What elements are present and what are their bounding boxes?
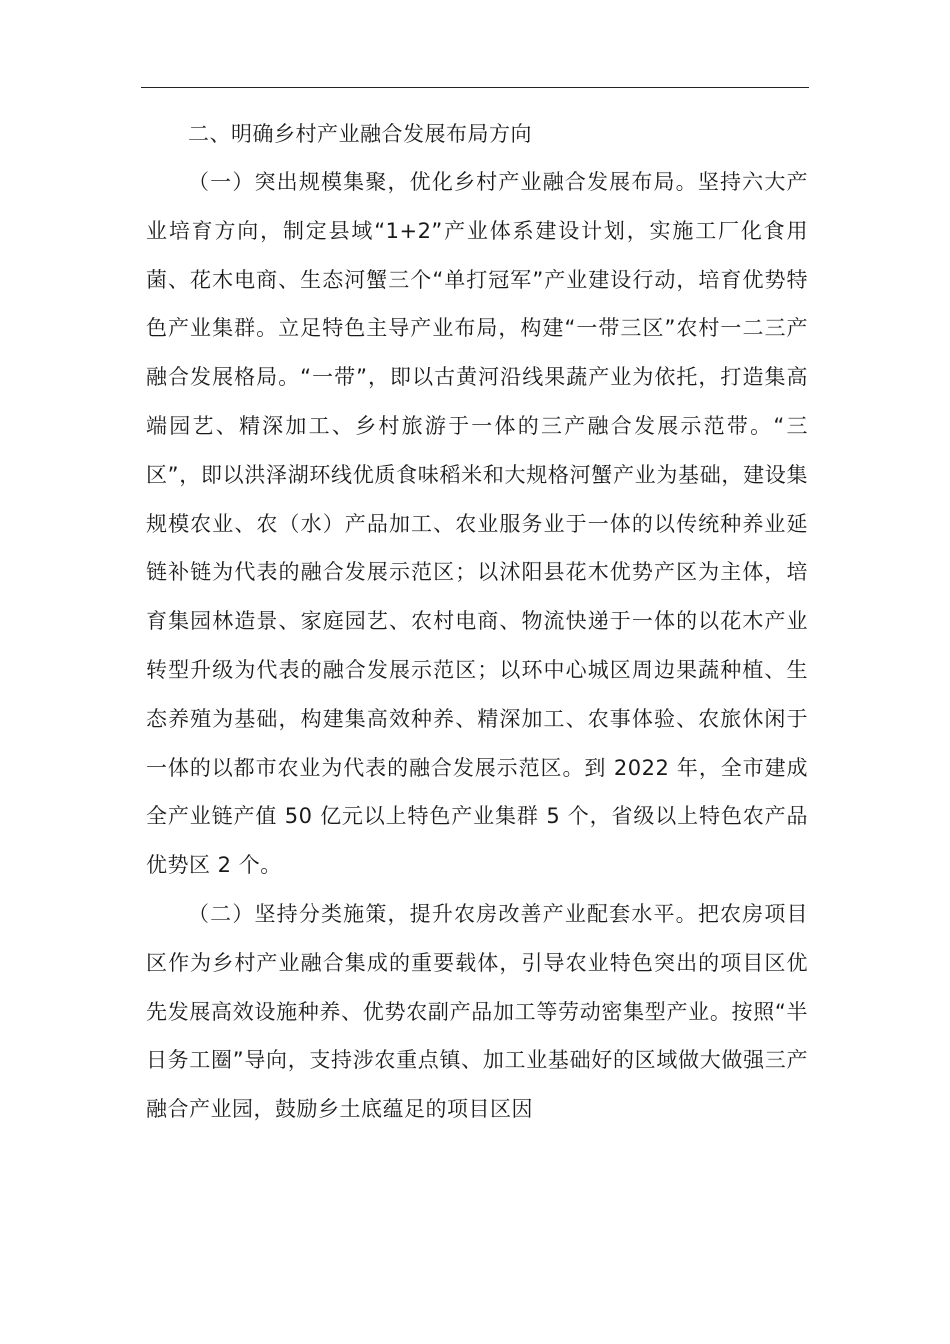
section-heading: 二、明确乡村产业融合发展布局方向 <box>188 122 532 146</box>
paragraph-2: （二）坚持分类施策，提升农房改善产业配套水平。把农房项目区作为乡村产业融合集成的重要载体，引导农业特色突出的项目区优先发展高效设施种养、优势农副产品加工等劳动密集型产业。按照“半日务工圈”导向，支持涉农重点镇、加工业基础好的区域做大做强三产融合产业园，鼓励乡土底蕴足的项目区因 <box>146 901 808 1122</box>
document-body <box>146 110 808 1134</box>
paragraph-1: （一）突出规模集聚，优化乡村产业融合发展布局。坚持六大产业培育方向，制定县域“1+2”产业体系建设计划，实施工厂化食用菌、花木电商、生态河蟹三个“单打冠军”产业建设行动，培育优势特色产业集群。立足特色主导产业布局，构建“一带三区”农村一二三产融合发展格局。“一带”，即以古黄河沿线果蔬产业为依托，打造集高端园艺、精深加工、乡村旅游于一体的三产融合发展示范带。“三区”，即以洪泽湖环线优质食味稻米和大规格河蟹产业为基础，建设集规模农业、农（水）产品加工、农业服务业于一体的以传统种养业延链补链为代表的融合发展示范区；以沭阳县花木优势产区为主体，培育集园林造景、家庭园艺、农村电商、物流快递于一体的以花木产业转型升级为代表的融合发展示范区；以环中心城区周边果蔬种植、生态养殖为基础，构建集高效种养、精深加工、农事体验、农旅休闲于一体的以都市农业为代表的融合发展示范区。到 2022 年，全市建成全产业链产值 50 亿元以上特色产业集群 5 个，省级以上特色农产品优势区 2 个。 <box>146 170 808 878</box>
header-rule <box>141 87 809 88</box>
